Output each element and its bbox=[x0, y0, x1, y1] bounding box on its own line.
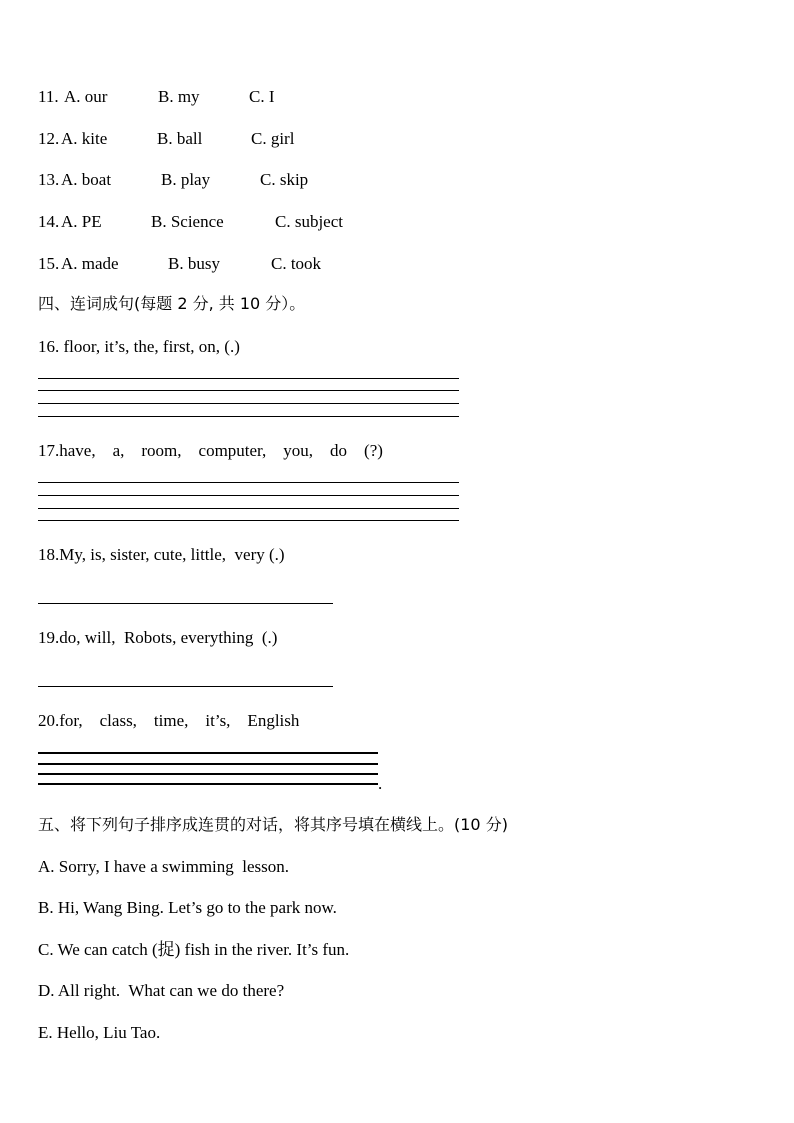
question-18: 18.My, is, sister, cute, little, very (.) bbox=[38, 545, 285, 564]
answer-line bbox=[38, 686, 333, 687]
answer-line bbox=[38, 752, 378, 754]
section-5-title: 五、将下列句子排序成连贯的对话，将其序号填在横线上。(10 分) bbox=[38, 815, 508, 834]
question-number: 13. bbox=[38, 170, 60, 189]
answer-line bbox=[38, 773, 378, 775]
dialogue-sentence: C. We can catch (捉) fish in the river. It’s fun. bbox=[38, 940, 350, 959]
answer-line bbox=[38, 520, 459, 521]
end-period: . bbox=[378, 774, 383, 793]
option-b: B. ball bbox=[157, 129, 203, 148]
option-a: A. boat bbox=[61, 170, 112, 189]
answer-line bbox=[38, 416, 459, 417]
section-4-title: 四、连词成句(每题 2 分, 共 10 分）。 bbox=[38, 294, 306, 313]
option-b: B. play bbox=[161, 170, 211, 189]
option-c: C. subject bbox=[275, 212, 343, 231]
dialogue-sentence: D. All right. What can we do there? bbox=[38, 981, 285, 1000]
question-16: 16. floor, it’s, the, first, on, (.) bbox=[38, 337, 240, 356]
option-c: C. took bbox=[271, 254, 322, 273]
option-c: C. girl bbox=[251, 129, 295, 148]
question-number: 11. bbox=[38, 87, 59, 106]
dialogue-sentence: A. Sorry, I have a swimming lesson. bbox=[38, 857, 290, 876]
question-17: 17.have, a, room, computer, you, do (?) bbox=[38, 441, 383, 460]
question-number: 14. bbox=[38, 212, 60, 231]
option-b: B. my bbox=[158, 87, 200, 106]
choice-row bbox=[38, 87, 59, 107]
answer-line bbox=[38, 378, 459, 379]
option-c: C. I bbox=[249, 87, 275, 106]
dialogue-sentence: E. Hello, Liu Tao. bbox=[38, 1023, 161, 1042]
option-a: A. made bbox=[61, 254, 119, 273]
answer-line bbox=[38, 603, 333, 604]
answer-line bbox=[38, 482, 459, 483]
question-19: 19.do, will, Robots, everything (.) bbox=[38, 628, 278, 647]
choice-row bbox=[38, 170, 59, 190]
option-a: A. PE bbox=[61, 212, 102, 231]
answer-line bbox=[38, 403, 459, 404]
answer-line bbox=[38, 508, 459, 509]
option-b: B. Science bbox=[151, 212, 224, 231]
answer-line bbox=[38, 783, 378, 785]
option-a: A. our bbox=[64, 87, 108, 106]
question-number: 15. bbox=[38, 254, 60, 273]
answer-line bbox=[38, 495, 459, 496]
dialogue-sentence: B. Hi, Wang Bing. Let’s go to the park now. bbox=[38, 898, 337, 917]
question-20: 20.for, class, time, it’s, English bbox=[38, 711, 300, 730]
question-number: 12. bbox=[38, 129, 60, 148]
choice-row bbox=[38, 254, 59, 274]
choice-row bbox=[38, 129, 59, 149]
option-c: C. skip bbox=[260, 170, 309, 189]
option-a: A. kite bbox=[61, 129, 108, 148]
answer-line bbox=[38, 390, 459, 391]
choice-row bbox=[38, 212, 59, 232]
option-b: B. busy bbox=[168, 254, 220, 273]
answer-line bbox=[38, 763, 378, 765]
